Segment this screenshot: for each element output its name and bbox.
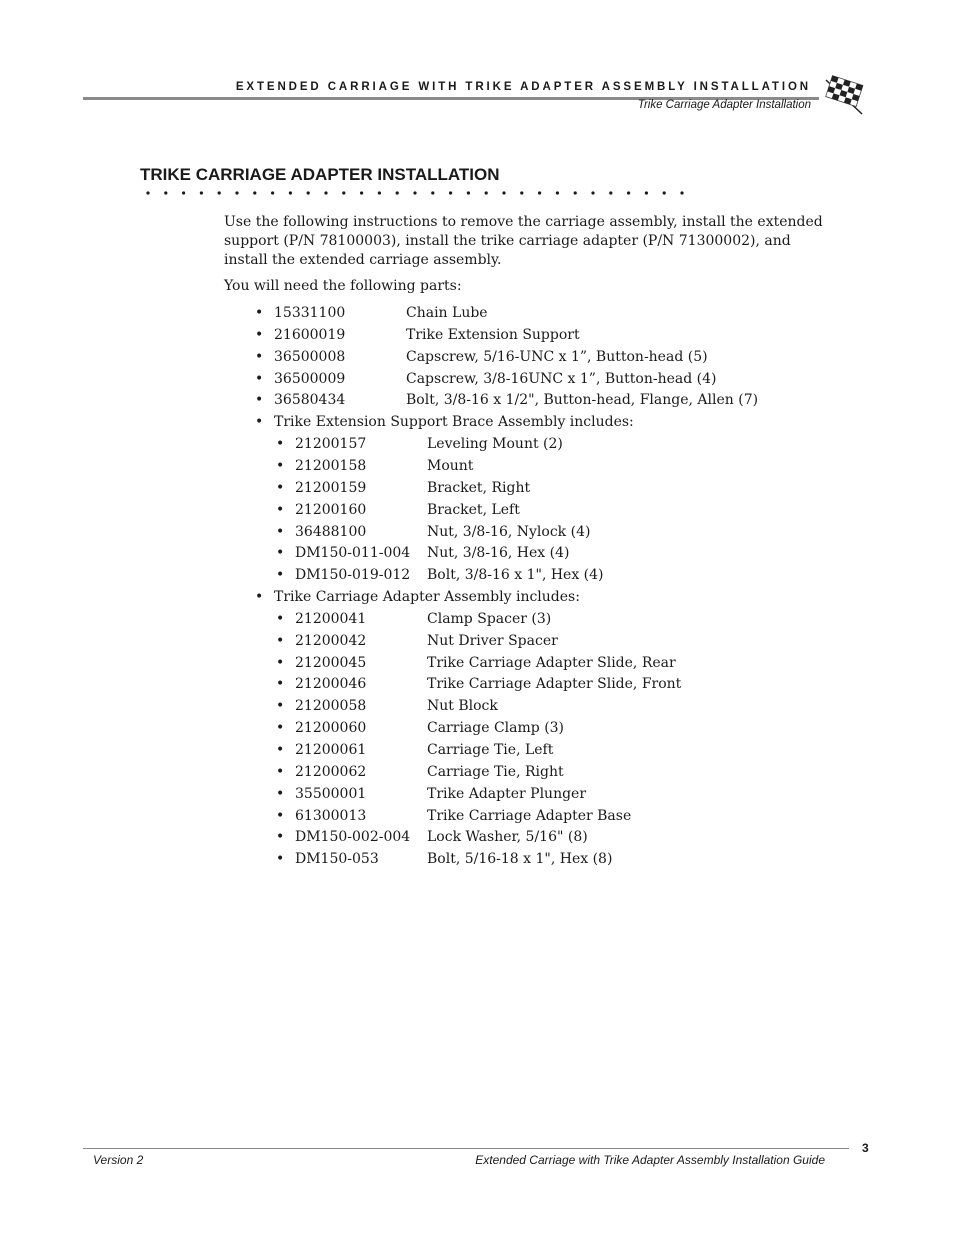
divider-dot: [645, 191, 648, 194]
part-number: 36500009: [274, 370, 346, 387]
bullet: •: [255, 392, 264, 409]
dotted-divider: [145, 190, 690, 196]
bullet: •: [276, 545, 285, 562]
divider-dot: [307, 191, 310, 194]
part-description: Bracket, Right: [427, 479, 531, 496]
part-number: 21200041: [295, 610, 367, 627]
part-number: 21200062: [295, 763, 367, 780]
part-description: Mount: [427, 457, 474, 474]
divider-dot: [413, 191, 416, 194]
part-description: Capscrew, 3/8-16UNC x 1”, Button-head (4): [406, 370, 717, 387]
part-number: 36500008: [274, 348, 346, 365]
bullet: •: [276, 851, 285, 868]
part-description: Trike Carriage Adapter Base: [427, 807, 632, 824]
part-description: Bolt, 5/16-18 x 1", Hex (8): [427, 851, 613, 868]
bullet: •: [276, 742, 285, 758]
bullet: •: [255, 414, 264, 431]
bullet: •: [276, 501, 285, 518]
divider-dot: [556, 191, 559, 194]
part-description: Trike Carriage Adapter Slide, Rear: [427, 654, 676, 671]
bullet: •: [255, 305, 264, 321]
divider-dot: [520, 191, 523, 194]
part-number: DM150-011-004: [295, 545, 411, 562]
bullet: •: [276, 479, 285, 496]
divider-dot: [538, 191, 541, 194]
checkered-flag-icon: [822, 74, 866, 118]
header-title: EXTENDED CARRIAGE WITH TRIKE ADAPTER ASSEMBLY INSTALLATION: [235, 81, 811, 93]
divider-dot: [360, 191, 363, 194]
divider-dot: [449, 191, 452, 194]
part-description: Lock Washer, 5/16" (8): [427, 829, 588, 846]
part-number: 21200158: [295, 457, 367, 474]
part-description: Trike Carriage Adapter Slide, Front: [427, 676, 682, 693]
part-description: Bolt, 3/8-16 x 1/2", Button-head, Flange, Allen (7): [406, 392, 759, 409]
divider-dot: [324, 191, 327, 194]
part-description: Carriage Tie, Left: [427, 742, 554, 758]
divider-dot: [574, 191, 577, 194]
part-number: 21200060: [295, 720, 367, 737]
parts-intro: You will need the following parts:: [224, 278, 462, 294]
part-number: 35500001: [295, 785, 367, 802]
bullet: •: [255, 589, 264, 606]
part-number: DM150-019-012: [295, 567, 411, 584]
part-number: 61300013: [295, 807, 367, 824]
bullet: •: [276, 807, 285, 824]
part-number: DM150-053: [295, 851, 379, 868]
part-number: 21200061: [295, 742, 367, 758]
divider-dot: [663, 191, 666, 194]
bullet: •: [276, 698, 285, 715]
bullet: •: [276, 654, 285, 671]
header-subtitle: Trike Carriage Adapter Installation: [637, 99, 811, 111]
divider-dot: [146, 191, 149, 194]
part-description: Nut, 3/8-16, Nylock (4): [427, 523, 591, 540]
part-number: 15331100: [274, 305, 346, 321]
divider-dot: [289, 191, 292, 194]
divider-dot: [253, 191, 256, 194]
part-number: 21200045: [295, 654, 367, 671]
part-description: Nut Driver Spacer: [427, 632, 558, 649]
part-description: Bolt, 3/8-16 x 1", Hex (4): [427, 567, 604, 584]
divider-dot: [680, 191, 683, 194]
part-number: 36488100: [295, 523, 367, 540]
page-number: 3: [862, 1141, 869, 1155]
divider-dot: [200, 191, 203, 194]
footer-rule: [83, 1148, 849, 1149]
part-description: Clamp Spacer (3): [427, 610, 552, 627]
bullet: •: [255, 348, 264, 365]
bullet: •: [276, 567, 285, 584]
intro-paragraph: Use the following instructions to remove the carriage assembly, install the extended support (P/N 78100003), install the trike carriage adapter (P/N 71300002), and install the extended carriage assembly.: [224, 214, 823, 268]
assembly-label: Trike Extension Support Brace Assembly includes:: [274, 414, 634, 431]
part-description: Capscrew, 5/16-UNC x 1”, Button-head (5): [406, 348, 708, 365]
divider-dot: [378, 191, 381, 194]
footer-version: Version 2: [93, 1153, 144, 1167]
divider-dot: [182, 191, 185, 194]
divider-dot: [342, 191, 345, 194]
divider-dot: [164, 191, 167, 194]
bullet: •: [255, 326, 264, 343]
part-description: Carriage Clamp (3): [427, 720, 565, 737]
divider-dot: [235, 191, 238, 194]
divider-dot: [485, 191, 488, 194]
bullet: •: [276, 436, 285, 453]
divider-dot: [431, 191, 434, 194]
part-number: 21200042: [295, 632, 367, 649]
part-description: Trike Extension Support: [406, 326, 580, 343]
part-description: Nut Block: [427, 698, 498, 715]
footer-guide-title: Extended Carriage with Trike Adapter Assembly Installation Guide: [475, 1153, 825, 1167]
divider-dot: [218, 191, 221, 194]
part-number: 21200157: [295, 436, 367, 453]
divider-dot: [627, 191, 630, 194]
part-number: 21200160: [295, 501, 367, 518]
part-description: Bracket, Left: [427, 501, 520, 518]
bullet: •: [276, 610, 285, 627]
part-number: 36580434: [274, 392, 346, 409]
part-number: 21200046: [295, 676, 367, 693]
bullet: •: [276, 763, 285, 780]
section-title: TRIKE CARRIAGE ADAPTER INSTALLATION: [140, 165, 500, 184]
part-description: Carriage Tie, Right: [427, 763, 564, 780]
divider-dot: [502, 191, 505, 194]
part-description: Trike Adapter Plunger: [427, 785, 587, 802]
bullet: •: [276, 632, 285, 649]
divider-dot: [609, 191, 612, 194]
bullet: •: [276, 829, 285, 846]
part-description: Nut, 3/8-16, Hex (4): [427, 545, 570, 562]
assembly-label: Trike Carriage Adapter Assembly includes:: [274, 589, 580, 606]
divider-dot: [271, 191, 274, 194]
bullet: •: [276, 457, 285, 474]
part-number: 21600019: [274, 326, 346, 343]
bullet: •: [276, 720, 285, 737]
part-description: Chain Lube: [406, 305, 488, 321]
divider-dot: [591, 191, 594, 194]
divider-dot: [467, 191, 470, 194]
bullet: •: [276, 676, 285, 693]
bullet: •: [255, 370, 264, 387]
part-number: 21200058: [295, 698, 367, 715]
bullet: •: [276, 785, 285, 802]
part-description: Leveling Mount (2): [427, 436, 563, 453]
part-number: 21200159: [295, 479, 367, 496]
bullet: •: [276, 523, 285, 540]
divider-dot: [396, 191, 399, 194]
part-number: DM150-002-004: [295, 829, 411, 846]
